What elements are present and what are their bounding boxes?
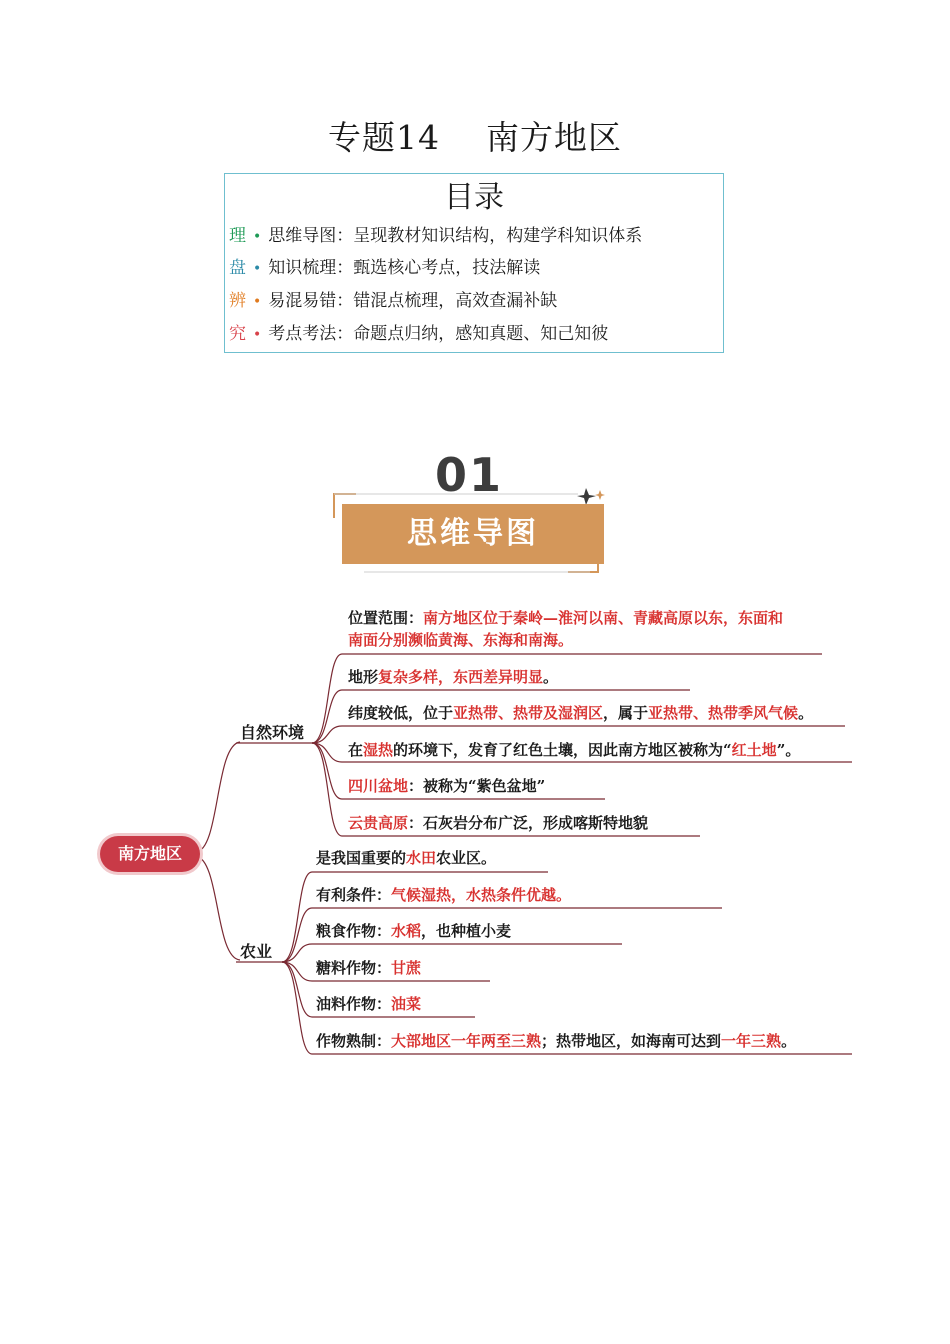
plain-text: 。: [798, 704, 814, 722]
highlight-text: 南面分别濒临黄海、东海和南海。: [348, 631, 574, 649]
bullet-icon: •: [253, 294, 262, 310]
bullet-icon: •: [253, 327, 262, 343]
branch-agri[interactable]: 农业: [240, 942, 273, 961]
plain-text: 是我国重要的: [316, 849, 407, 867]
highlight-text: 甘蔗: [391, 959, 422, 977]
mindmap-leaf: [348, 666, 558, 687]
toc-key: 理: [229, 226, 246, 246]
plain-text: ，属于: [603, 704, 649, 722]
mindmap-leaf: [348, 775, 545, 796]
toc-key: 辨: [229, 291, 246, 311]
connector-agri: [196, 856, 240, 960]
section-number: 01: [434, 448, 503, 502]
mindmap-leaf: [348, 629, 573, 650]
bullet-icon: •: [253, 261, 262, 277]
plain-text: ；热带地区，如海南可达到: [541, 1032, 722, 1050]
plain-text: 农业区。: [436, 849, 497, 867]
mindmap-leaf: [316, 957, 421, 978]
plain-text: ”。: [776, 741, 801, 759]
highlight-text: 亚热带、热带及湿润区: [453, 704, 604, 722]
highlight-text: 云贵高原: [348, 814, 409, 832]
plain-text: 油料作物：: [316, 995, 392, 1013]
mindmap-leaf: [316, 847, 496, 868]
plain-text: 在: [348, 741, 364, 759]
bullet-icon: •: [253, 229, 262, 245]
plain-text: 的环境下，发育了红色土壤，因此南方地区被称为“: [393, 741, 732, 759]
toc-label: 思维导图：呈现教材知识结构，构建学科知识体系: [268, 226, 643, 246]
plain-text: 有利条件：: [316, 886, 392, 904]
plain-text: 纬度较低，位于: [348, 704, 454, 722]
plain-text: 作物熟制：: [316, 1032, 392, 1050]
mindmap-leaf: [316, 884, 571, 905]
toc-heading: 目录: [444, 180, 504, 215]
toc-key: 盘: [229, 258, 246, 278]
section-banner: 思维导图: [342, 504, 604, 564]
mindmap-leaf: [348, 607, 783, 628]
toc-key: 究: [229, 324, 246, 344]
plain-text: 。: [543, 668, 559, 686]
mindmap-leaf: [316, 993, 421, 1014]
plain-text: 糖料作物：: [316, 959, 392, 977]
page-title: 专题14 南方地区: [328, 118, 622, 157]
toc-label: 易混易错：错混点梳理，高效查漏补缺: [268, 291, 558, 311]
highlight-text: 一年三熟: [721, 1032, 782, 1050]
highlight-text: 气候湿热，水热条件优越。: [391, 886, 572, 904]
plain-text: 位置范围：: [348, 609, 424, 627]
highlight-text: 水稻: [391, 922, 422, 940]
toc-label: 知识梳理：甄选核心考点，技法解读: [268, 258, 541, 278]
highlight-text: 水田: [406, 849, 437, 867]
highlight-text: 大部地区一年两至三熟: [391, 1032, 542, 1050]
connector-nature: [196, 742, 240, 852]
branch-nature[interactable]: 自然环境: [240, 723, 305, 742]
mindmap-leaf: [316, 920, 511, 941]
mindmap-leaf: [316, 1030, 796, 1051]
plain-text: 粮食作物：: [316, 922, 392, 940]
plain-text: 。: [781, 1032, 797, 1050]
plain-text: ：石灰岩分布广泛，形成喀斯特地貌: [408, 814, 649, 832]
mindmap-leaf: [348, 702, 813, 723]
highlight-text: 复杂多样，东西差异明显: [378, 668, 544, 686]
highlight-text: 四川盆地: [348, 777, 409, 795]
mindmap-leaf: [348, 812, 648, 833]
mindmap-leaf: [348, 739, 800, 760]
highlight-text: 红土地: [731, 741, 777, 759]
highlight-text: 油菜: [391, 995, 422, 1013]
mindmap-root[interactable]: 南方地区: [100, 836, 200, 872]
highlight-text: 湿热: [363, 741, 394, 759]
highlight-text: 亚热带、热带季风气候: [648, 704, 799, 722]
toc-label: 考点考法：命题点归纳，感知真题、知己知彼: [268, 324, 609, 344]
plain-text: ，也种植小麦: [421, 922, 512, 940]
highlight-text: 南方地区位于秦岭—淮河以南、青藏高原以东，东面和: [423, 609, 784, 627]
plain-text: 地形: [348, 668, 379, 686]
plain-text: ：被称为“紫色盆地”: [408, 777, 546, 795]
